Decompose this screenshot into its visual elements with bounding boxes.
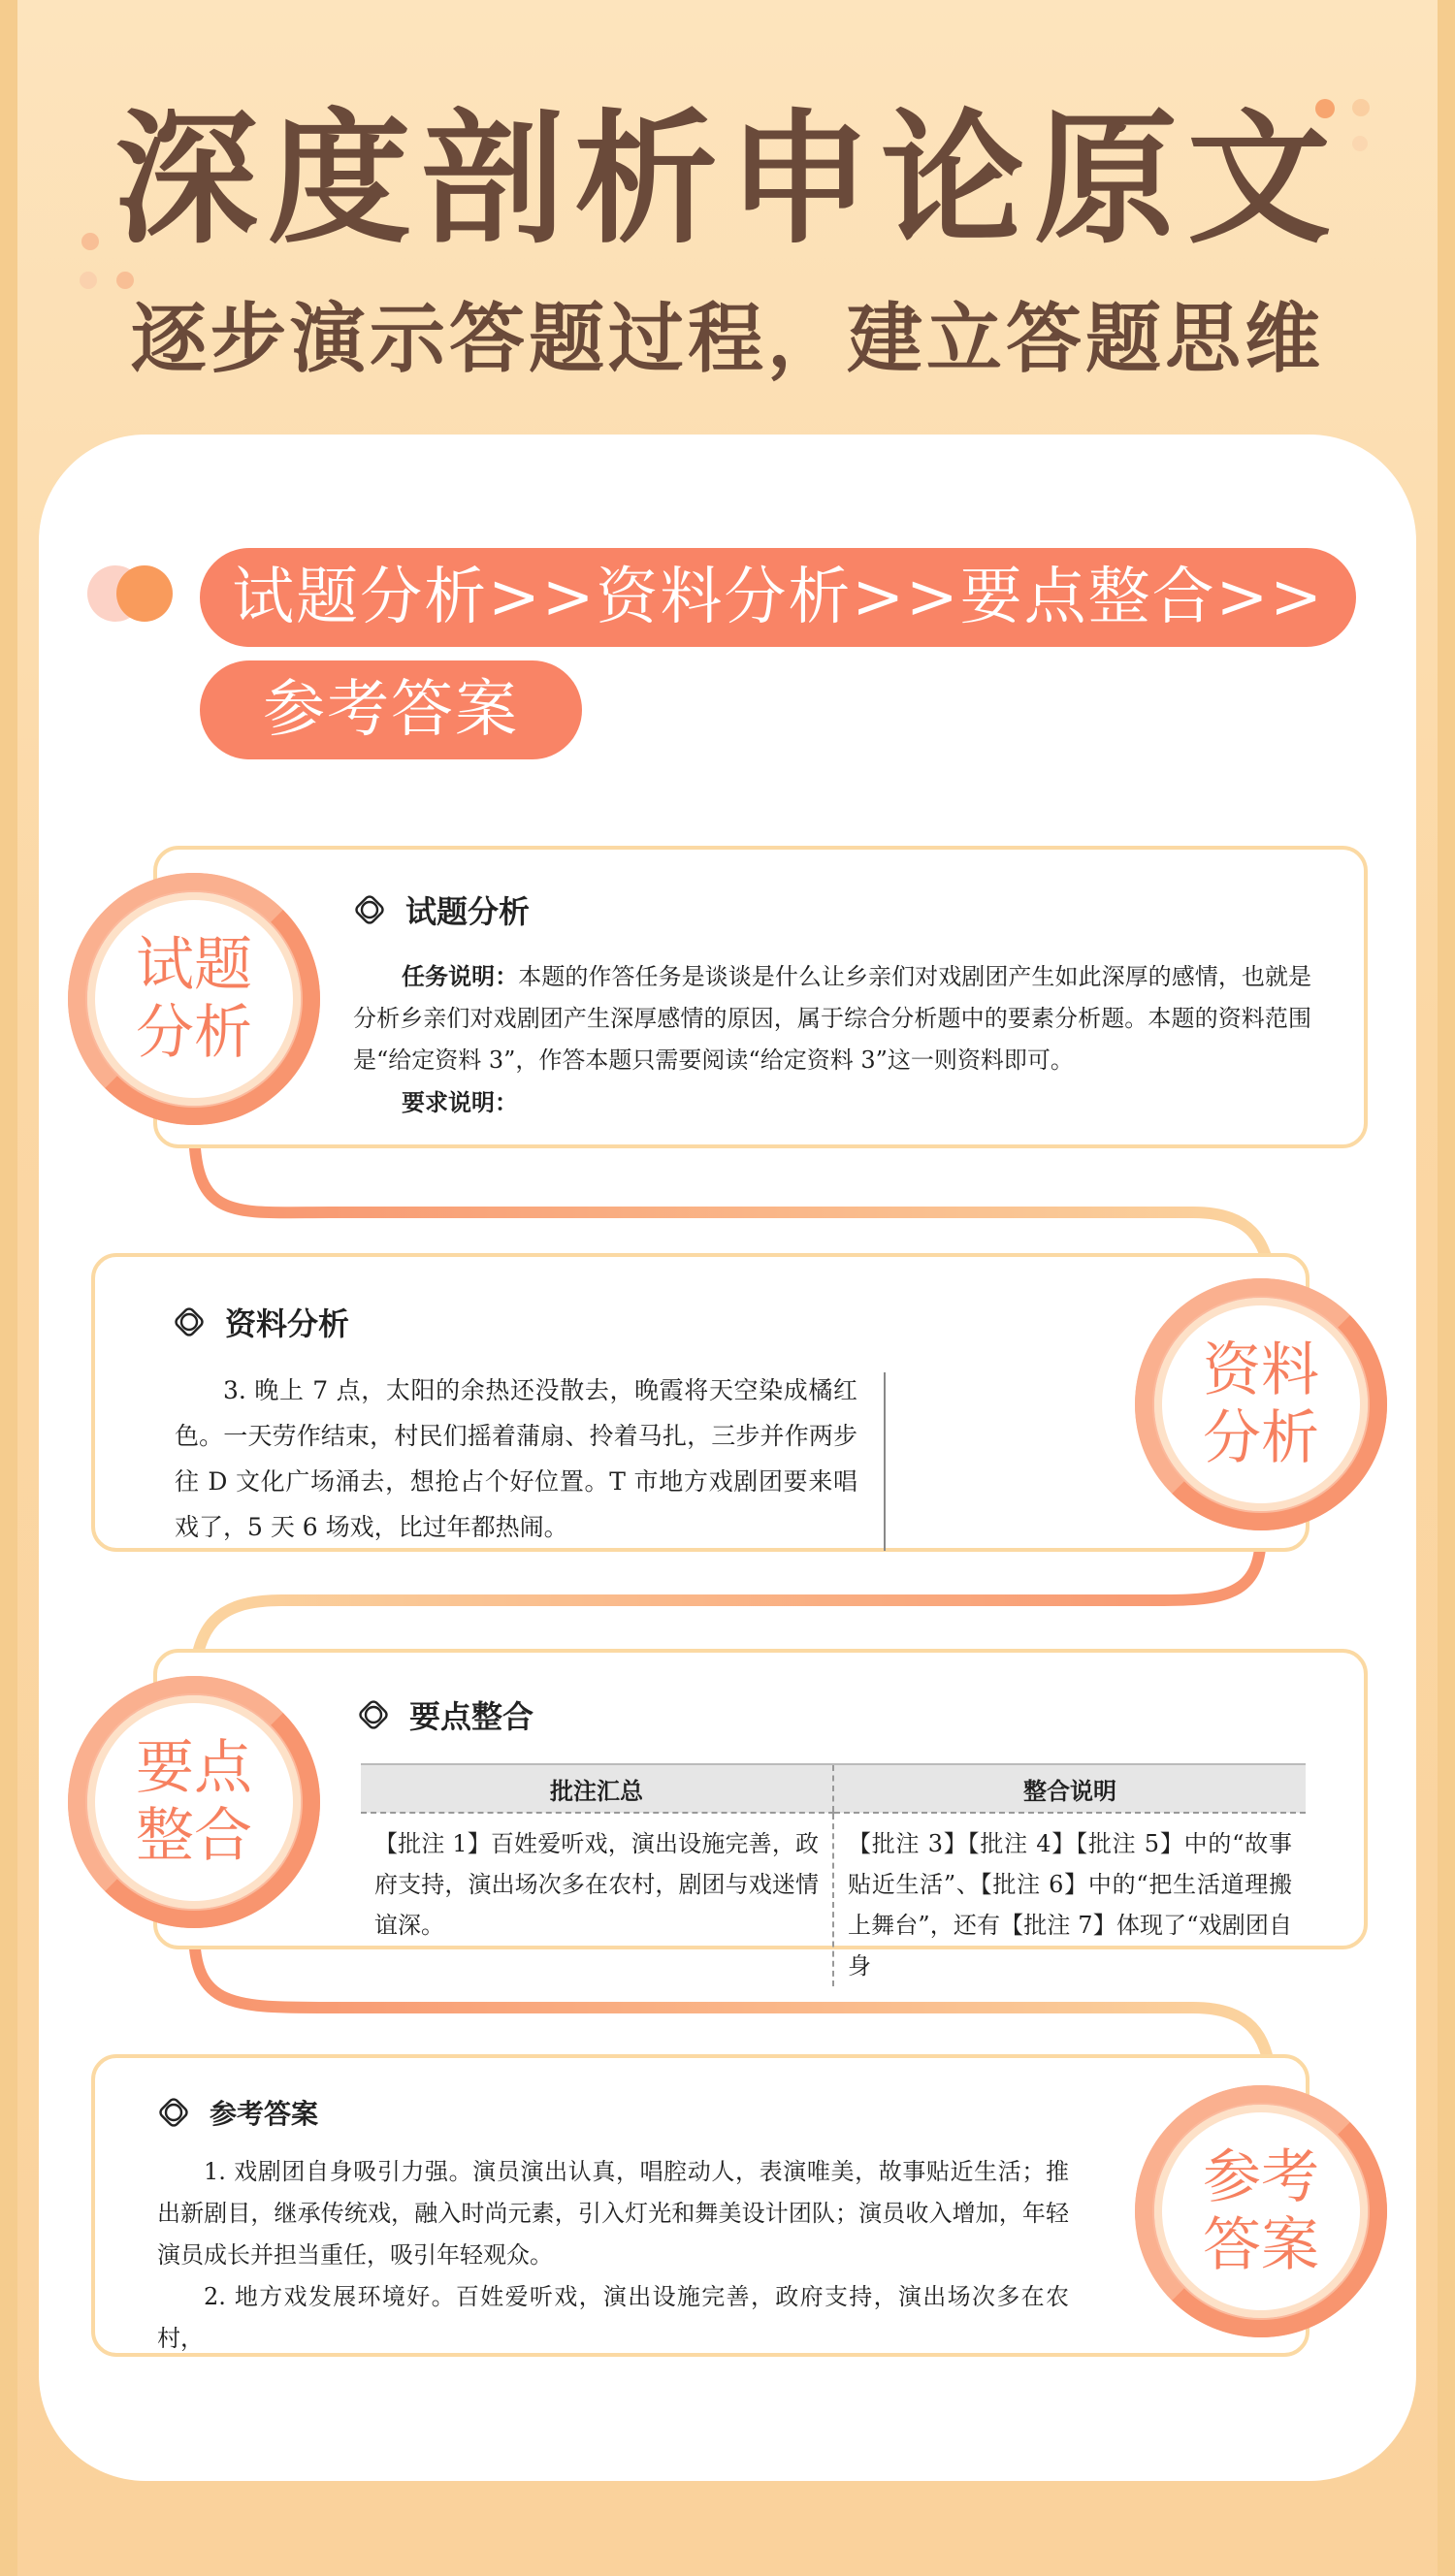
diamond-knot-icon [353,893,386,926]
integration-heading: 要点整合 [357,1692,534,1737]
table-header-row [361,1764,1306,1813]
diamond-knot-icon [357,1698,390,1731]
material-divider [884,1372,886,1551]
badge-label: 要点 整合 [101,1709,287,1895]
table-row [361,1813,1306,1986]
answer-body: 1. 戏剧团自身吸引力强。演员演出认真，唱腔动人，表演唯美，故事贴近生活；推出新剧目，继承传统戏，融入时尚元素，引入灯光和舞美设计团队；演员收入增加，年轻演员成长并担当重任，吸引年轻观众。 2. 地方戏发展环境好。百姓爱听戏，演出设施完善，政府支持，演出场次多在农村， [157,2158,1069,2352]
badge-label: 参考 答案 [1168,2118,1354,2304]
answer-heading: 参考答案 [157,2093,318,2132]
integration-table [361,1763,1306,1986]
badge-label: 试题 分析 [101,906,287,1092]
page-title: 深度剖析申论原文 [114,96,1341,263]
table-cell: 【批注 3】【批注 4】【批注 5】中的“故事贴近生活”、【批注 6】中的“把生活道理搬上舞台”，还有【批注 7】体现了“戏剧团自身 [833,1813,1306,1986]
analysis-badge [68,873,320,1125]
table-cell: 【批注 1】百姓爱听戏，演出设施完善，政府支持，演出场次多在农村，剧团与戏迷情谊深。 [374,1830,819,1939]
analysis-heading: 试题分析 [353,887,530,932]
badge-label: 资料 分析 [1168,1311,1354,1497]
page-subtitle: 逐步演示答题过程，建立答题思维 [130,296,1324,383]
material-badge [1135,1278,1387,1530]
answer-badge [1135,2085,1387,2337]
material-heading: 资料分析 [173,1300,349,1344]
steps-pill-line2: 参考答案 [200,660,582,759]
material-body: 3. 晚上 7 点，太阳的余热还没散去，晚霞将天空染成橘红色。一天劳作结束，村民们摇着蒲扇、拎着马扎，三步并作两步往 D 文化广场涌去，想抢占个好位置。T 市地方戏剧团要来唱戏了，5 天 6 场戏，比过年都热闹。 [175,1376,857,1541]
table-header-cell: 整合说明 [833,1764,1306,1813]
diamond-knot-icon [157,2096,190,2129]
analysis-body: 任务说明：本题的作答任务是谈谈是什么让乡亲们对戏剧团产生如此深厚的感情，也就是分析乡亲们对戏剧团产生深厚感情的原因，属于综合分析题中的要素分析题。本题的资料范围是“给定资料 3”，作答本题只需要阅读“给定资料 3”这一则资料即可。 要求说明： [353,962,1311,1116]
table-header-cell: 批注汇总 [361,1764,833,1813]
steps-pill-line1: 试题分析>>资料分析>>要点整合>> [200,548,1356,647]
diamond-knot-icon [173,1305,206,1338]
integration-badge [68,1676,320,1928]
